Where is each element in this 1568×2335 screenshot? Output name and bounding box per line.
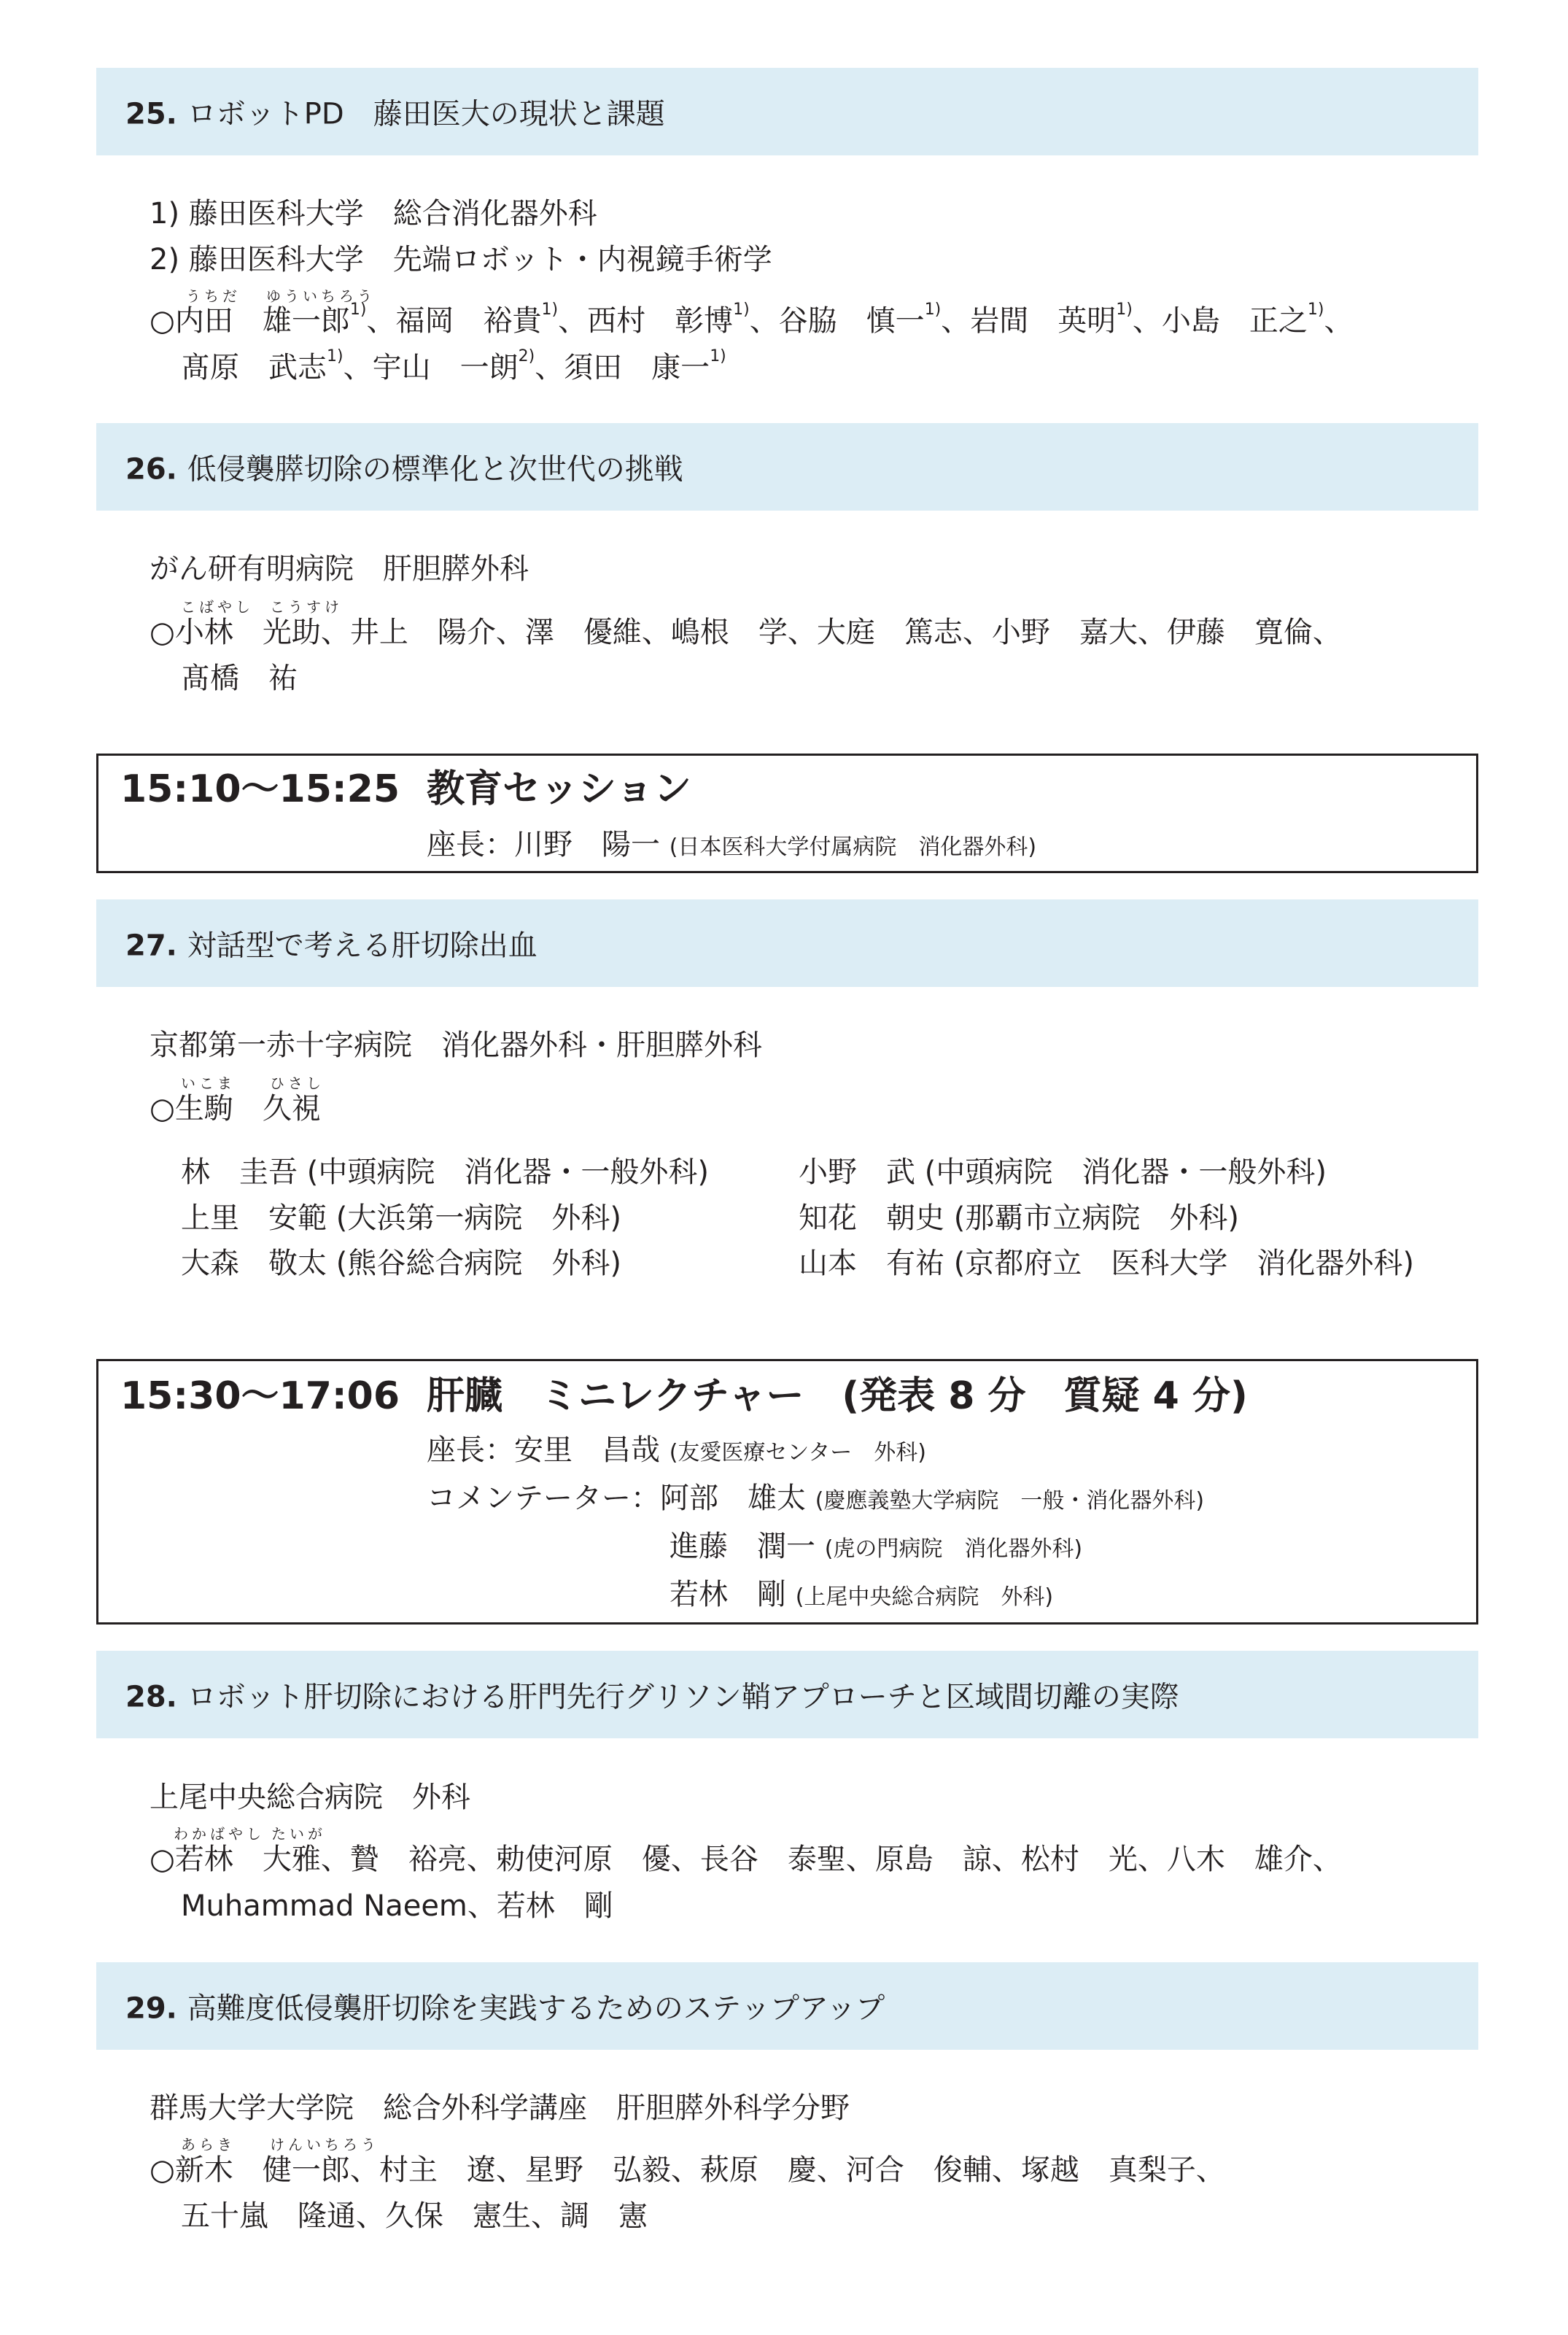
session-number: 28 [125,1680,166,1714]
authors-line-2: Muhammad Naeem、若林 剛 [181,1889,613,1923]
author: 、福岡 裕貴 [366,304,542,338]
author: 、谷脇 慎一 [749,304,925,338]
furigana: たいが [271,1825,326,1843]
panelist: 知花 朝史 (那覇市立病院 外科) [799,1201,1239,1235]
affiliation-2: 2) 藤田医科大学 先端ロボット・内視鏡手術学 [150,243,772,276]
session-title: 低侵襲膵切除の標準化と次世代の挑戦 [187,452,683,487]
commentator [669,1532,1082,1561]
session-title: ロボットPD 藤田医大の現状と課題 [187,97,665,131]
chair-affiliation: (友愛医療センター 外科) [669,1440,926,1465]
session-time: 15:30〜17:06 [120,1374,400,1418]
author: 、須田 康一 [535,351,710,384]
commentator [427,1484,1204,1513]
session-25-title-line: 25. ロボットPD 藤田医大の現状と課題 [125,97,665,131]
session-27-header [96,899,1478,987]
session-name: 肝臓 ミニレクチャー (発表 8 分 質疑 4 分) [427,1374,1248,1418]
affiliation-marker: 1) [1307,301,1324,319]
furigana: うちだ [186,287,241,305]
furigana: こうすけ [270,598,343,616]
affiliation-1: 1) 藤田医科大学 総合消化器外科 [150,197,597,231]
session-number: 26 [125,452,166,487]
affiliation-marker: 1) [924,301,942,319]
affiliation: 上尾中央総合病院 外科 [150,1781,470,1814]
session-time: 15:10〜15:25 [120,767,400,811]
session-28-title-line: 28. ロボット肝切除における肝門先行グリソン鞘アプローチと区域間切離の実際 [125,1680,1179,1714]
authors-line-1: ○小林 光助、井上 陽介、澤 優維、嶋根 学、大庭 篤志、小野 嘉大、伊藤 寛倫、 [150,616,1342,649]
education-session-box [96,754,1478,873]
commentator-affiliation: (慶應義塾大学病院 一般・消化器外科) [815,1488,1205,1514]
panelist: 林 圭吾 (中頭病院 消化器・一般外科) [181,1155,709,1189]
affiliation: がん研有明病院 肝胆膵外科 [150,552,529,586]
session-25-header [96,68,1478,155]
commentator-name: 若林 剛 [669,1578,786,1611]
separator: 、 [1324,304,1354,338]
session-title: 高難度低侵襲肝切除を実践するためのステップアップ [187,1991,885,2026]
furigana: いこま [181,1074,236,1092]
affiliation-marker: 2) [518,347,535,365]
authors-line-1 [150,301,1354,338]
author: ○内田 雄一郎 [150,304,350,338]
furigana: こばやし [181,598,254,616]
chair-name: 座長：安里 昌哉 [427,1433,660,1467]
author: 、宇山 一朗 [343,351,519,384]
chair-name: 座長：川野 陽一 [427,828,660,861]
affiliation-marker: 1) [733,301,750,319]
session-number: 27 [125,929,166,963]
furigana: わかばやし [174,1825,265,1843]
commentator-name: 進藤 潤一 [669,1530,815,1563]
session-number: 25 [125,97,166,131]
authors-line-1: ○新木 健一郎、村主 遼、星野 弘毅、萩原 慶、河合 俊輔、塚越 真梨子、 [150,2153,1225,2187]
commentator-name: コメンテーター：阿部 雄太 [427,1482,806,1515]
session-title: 対話型で考える肝切除出血 [187,929,537,963]
session-27-title-line: 27. 対話型で考える肝切除出血 [125,929,537,963]
affiliation-marker: 1) [710,347,726,365]
session-26-header [96,423,1478,511]
commentator-affiliation: (虎の門病院 消化器外科) [824,1536,1083,1562]
session-29-title-line: 29. 高難度低侵襲肝切除を実践するためのステップアップ [125,1991,885,2026]
commentator [669,1580,1053,1609]
session-title: ロボット肝切除における肝門先行グリソン鞘アプローチと区域間切離の実際 [187,1680,1179,1714]
affiliation: 群馬大学大学院 総合外科学講座 肝胆膵外科学分野 [150,2091,850,2125]
session-26-title-line: 26. 低侵襲膵切除の標準化と次世代の挑戦 [125,452,683,487]
affiliation-marker: 1) [1116,301,1133,319]
authors-line-2: 五十嵐 隆通、久保 憲生、調 憲 [181,2199,648,2233]
panelist: 山本 有祐 (京都府立 医科大学 消化器外科) [799,1247,1414,1280]
furigana: あらき [181,2136,236,2153]
chair-affiliation: (日本医科大学付属病院 消化器外科) [669,835,1037,860]
panelist: 小野 武 (中頭病院 消化器・一般外科) [799,1155,1327,1189]
author: 、西村 彰博 [558,304,734,338]
panelist: 上里 安範 (大浜第一病院 外科) [181,1201,621,1235]
author: 、岩間 英明 [941,304,1117,338]
liver-mini-lecture-box [96,1359,1478,1625]
chair [427,830,1036,859]
session-29-header [96,1962,1478,2050]
furigana: ひさし [270,1074,325,1092]
furigana: ゆういちろう [266,287,376,305]
authors-line-2: 髙橋 祐 [181,662,298,695]
author: 髙原 武志 [181,351,327,384]
session-number: 29 [125,1991,166,2026]
furigana: けんいちろう [270,2136,379,2153]
affiliation-marker: 1) [327,347,344,365]
commentator-affiliation: (上尾中央総合病院 外科) [795,1584,1054,1610]
authors-line-2 [181,347,726,384]
panelist: 大森 敬太 (熊谷総合病院 外科) [181,1247,621,1280]
affiliation-marker: 1) [541,301,559,319]
session-name: 教育セッション [427,767,691,811]
session-28-header [96,1651,1478,1738]
author: 、小島 正之 [1132,304,1308,338]
affiliation-marker: 1) [349,301,367,319]
presenter: ○生駒 久視 [150,1092,321,1126]
affiliation: 京都第一赤十字病院 消化器外科・肝胆膵外科 [150,1029,762,1062]
authors-line-1: ○若林 大雅、贄 裕亮、勅使河原 優、長谷 泰聖、原島 諒、松村 光、八木 雄介、 [150,1843,1342,1876]
chair [427,1433,926,1467]
